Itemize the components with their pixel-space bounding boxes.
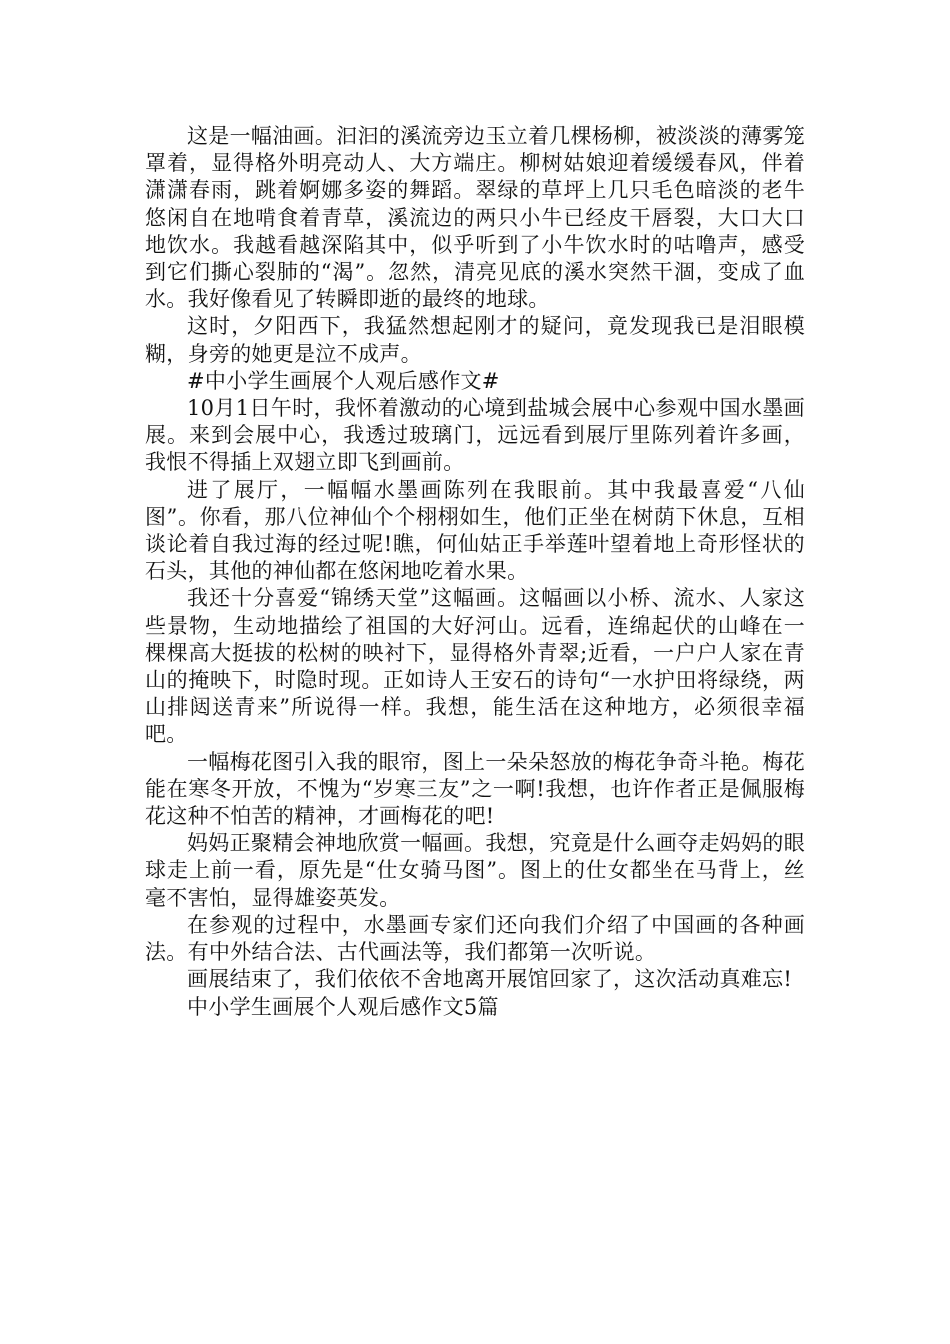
paragraph-exhibition-visit: 10月1日午时，我怀着激动的心境到盐城会展中心参观中国水墨画展。来到会展中心，我透过玻璃门，远远看到展厅里陈列着许多画，我恨不得插上双翅立即飞到画前。 <box>145 396 805 475</box>
paragraph-footer-title: 中小学生画展个人观后感作文5篇 <box>187 994 499 1019</box>
paragraph-experts: 在参观的过程中，水墨画专家们还向我们介绍了中国画的各种画法。有中外结合法、古代画法等，我们都第一次听说。 <box>145 912 805 965</box>
paragraph-hashtag-title: #中小学生画展个人观后感作文# <box>187 368 500 393</box>
document-body <box>145 123 805 1021</box>
paragraph-eight-immortals: 进了展厅，一幅幅水墨画陈列在我眼前。其中我最喜爱“八仙图”。你看，那八位神仙个个栩栩如生，他们正坐在树荫下休息，互相谈论着自我过海的经过呢!瞧，何仙姑正手举莲叶望着地上奇形怪状的石头，其他的神仙都在悠闲地吃着水果。 <box>145 477 805 584</box>
paragraph-plum-blossom: 一幅梅花图引入我的眼帘，图上一朵朵怒放的梅花争奇斗艳。梅花能在寒冬开放，不愧为“岁寒三友”之一啊!我想，也许作者正是佩服梅花这种不怕苦的精神，才画梅花的吧! <box>145 749 805 829</box>
paragraph-oil-painting: 这是一幅油画。汩汩的溪流旁边玉立着几棵杨柳，被淡淡的薄雾笼罩着，显得格外明亮动人、大方端庄。柳树姑娘迎着缓缓春风，伴着潇潇春雨，跳着婀娜多姿的舞蹈。翠绿的草坪上几只毛色暗淡的老牛悠闲自在地啃食着青草，溪流边的两只小牛已经皮干唇裂，大口大口地饮水。我越看越深陷其中，似乎听到了小牛饮水时的咕噜声，感受到它们撕心裂肺的“渴”。忽然，清亮见底的溪水突然干涸，变成了血水。我好像看见了转瞬即逝的最终的地球。 <box>145 124 805 312</box>
paragraph-mother-painting: 妈妈正聚精会神地欣赏一幅画。我想，究竟是什么画夺走妈妈的眼球走上前一看，原先是“仕女骑马图”。图上的仕女都坐在马背上，丝毫不害怕，显得雄姿英发。 <box>145 831 805 910</box>
paragraph-jinxiu-tiantang: 我还十分喜爱“锦绣天堂”这幅画。这幅画以小桥、流水、人家这些景物，生动地描绘了祖国的大好河山。远看，连绵起伏的山峰在一棵棵高大挺拔的松树的映衬下，显得格外青翠;近看，一户户人家在青山的掩映下，时隐时现。正如诗人王安石的诗句“一水护田将绿绕，两山排闼送青来”所说得一样。我想，能生活在这种地方，必须很幸福吧。 <box>145 586 805 747</box>
paragraph-ending: 画展结束了，我们依依不舍地离开展馆回家了，这次活动真难忘! <box>187 967 793 992</box>
paragraph-sunset: 这时，夕阳西下，我猛然想起刚才的疑问，竟发现我已是泪眼模糊，身旁的她更是泣不成声。 <box>145 314 805 366</box>
